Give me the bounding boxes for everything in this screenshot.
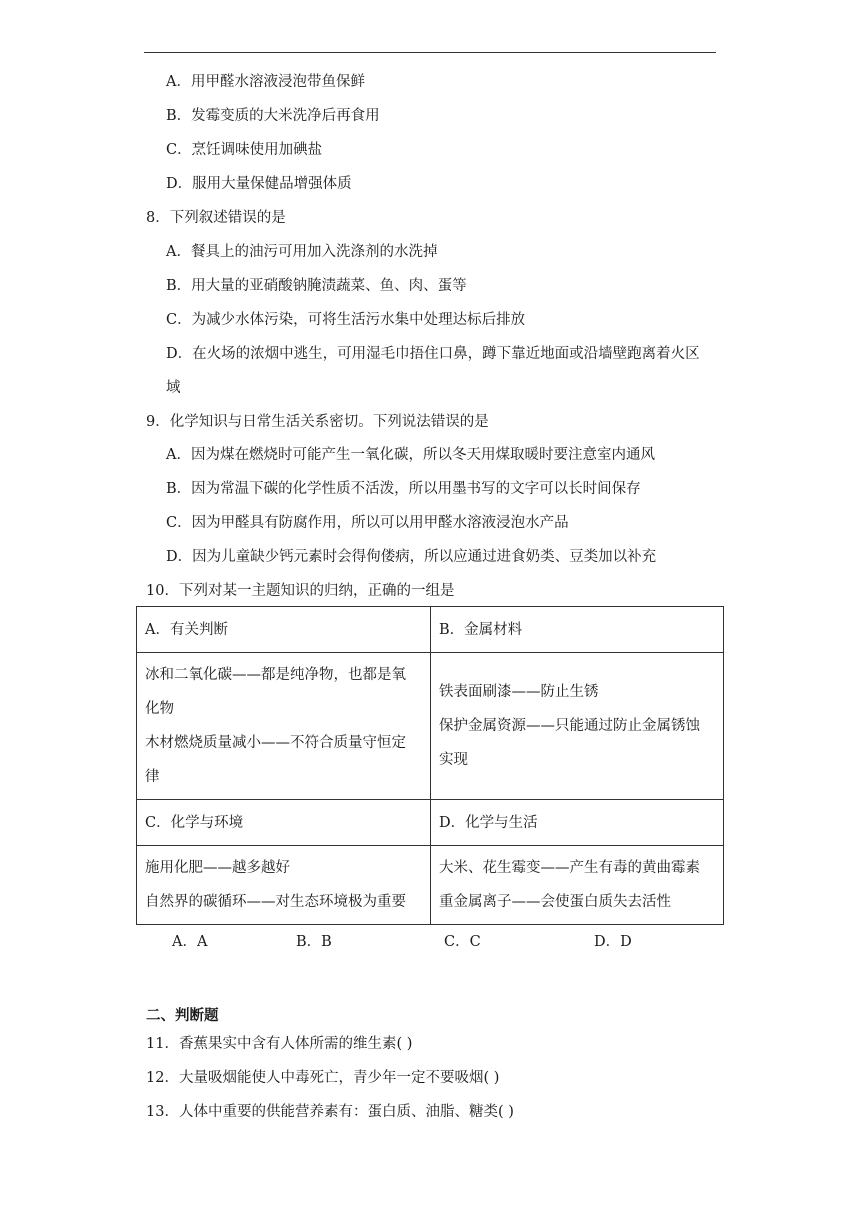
q8-option-d-cont: 域 bbox=[166, 380, 181, 396]
q9-option-d: D．因为儿童缺少钙元素时会得佝偻病，所以应通过进食奶类、豆类加以补充 bbox=[166, 549, 657, 565]
q7-option-a: A．用甲醛水溶液浸泡带鱼保鲜 bbox=[166, 74, 365, 90]
q9-option-c: C．因为甲醛具有防腐作用，所以可以用甲醛水溶液浸泡水产品 bbox=[166, 515, 569, 531]
answer-choice-c: C．C bbox=[444, 934, 481, 950]
q9-stem: 9．化学知识与日常生活关系密切。下列说法错误的是 bbox=[146, 414, 489, 430]
q11-statement: 11．香蕉果实中含有人体所需的维生素( ) bbox=[146, 1036, 413, 1052]
cell-c-heading: C．化学与环境 bbox=[137, 800, 431, 846]
q8-option-a: A．餐具上的油污可用加入洗涤剂的水洗掉 bbox=[166, 244, 438, 260]
q9-option-b: B．因为常温下碳的化学性质不活泼，所以用墨书写的文字可以长时间保存 bbox=[166, 481, 641, 497]
q9-option-a: A．因为煤在燃烧时可能产生一氧化碳，所以冬天用煤取暖时要注意室内通风 bbox=[166, 447, 655, 463]
cell-d-line: 重金属离子——会使蛋白质失去活性 bbox=[439, 894, 671, 910]
q10-answer-choices bbox=[0, 932, 860, 952]
q7-option-b: B．发霉变质的大米洗净后再食用 bbox=[166, 108, 380, 124]
cell-c-body bbox=[137, 846, 431, 925]
q8-option-c: C．为减少水体污染，可将生活污水集中处理达标后排放 bbox=[166, 312, 526, 328]
q10-stem: 10．下列对某一主题知识的归纳，正确的一组是 bbox=[146, 583, 455, 599]
q7-option-d: D．服用大量保健品增强体质 bbox=[166, 176, 352, 192]
cell-d-line: 大米、花生霉变——产生有毒的黄曲霉素 bbox=[439, 860, 700, 876]
q8-stem: 8．下列叙述错误的是 bbox=[146, 210, 286, 226]
cell-b-heading: B．金属材料 bbox=[431, 607, 724, 653]
cell-d-heading: D．化学与生活 bbox=[431, 800, 724, 846]
q10-knowledge-table bbox=[136, 606, 724, 925]
cell-b-line: 铁表面刷漆——防止生锈 bbox=[439, 684, 599, 700]
cell-c-line: 施用化肥——越多越好 bbox=[145, 860, 290, 876]
cell-a-heading: A．有关判断 bbox=[137, 607, 431, 653]
cell-b-line: 实现 bbox=[439, 752, 468, 768]
cell-a-line: 冰和二氧化碳——都是纯净物，也都是氧 bbox=[145, 667, 406, 683]
cell-d-body bbox=[431, 846, 724, 925]
cell-c-line: 自然界的碳循环——对生态环境极为重要 bbox=[145, 894, 406, 910]
cell-a-line: 化物 bbox=[145, 701, 174, 717]
q8-option-d: D．在火场的浓烟中逃生，可用湿毛巾捂住口鼻，蹲下靠近地面或沿墙壁跑离着火区 bbox=[166, 346, 700, 362]
cell-a-line: 律 bbox=[145, 769, 160, 785]
cell-b-line: 保护金属资源——只能通过防止金属锈蚀 bbox=[439, 718, 700, 734]
answer-choice-d: D．D bbox=[594, 934, 632, 950]
cell-a-line: 木材燃烧质量减小——不符合质量守恒定 bbox=[145, 735, 406, 751]
header-rule bbox=[144, 52, 716, 53]
q13-statement: 13．人体中重要的供能营养素有：蛋白质、油脂、糖类( ) bbox=[146, 1104, 514, 1120]
q7-option-c: C．烹饪调味使用加碘盐 bbox=[166, 142, 323, 158]
section-title: 二、判断题 bbox=[146, 1007, 219, 1024]
cell-a-body bbox=[137, 653, 431, 800]
answer-choice-a: A．A bbox=[172, 934, 208, 950]
q8-option-b: B．用大量的亚硝酸钠腌渍蔬菜、鱼、肉、蛋等 bbox=[166, 278, 467, 294]
answer-choice-b: B．B bbox=[296, 934, 332, 950]
cell-b-body bbox=[431, 653, 724, 800]
q12-statement: 12．大量吸烟能使人中毒死亡，青少年一定不要吸烟( ) bbox=[146, 1070, 500, 1086]
